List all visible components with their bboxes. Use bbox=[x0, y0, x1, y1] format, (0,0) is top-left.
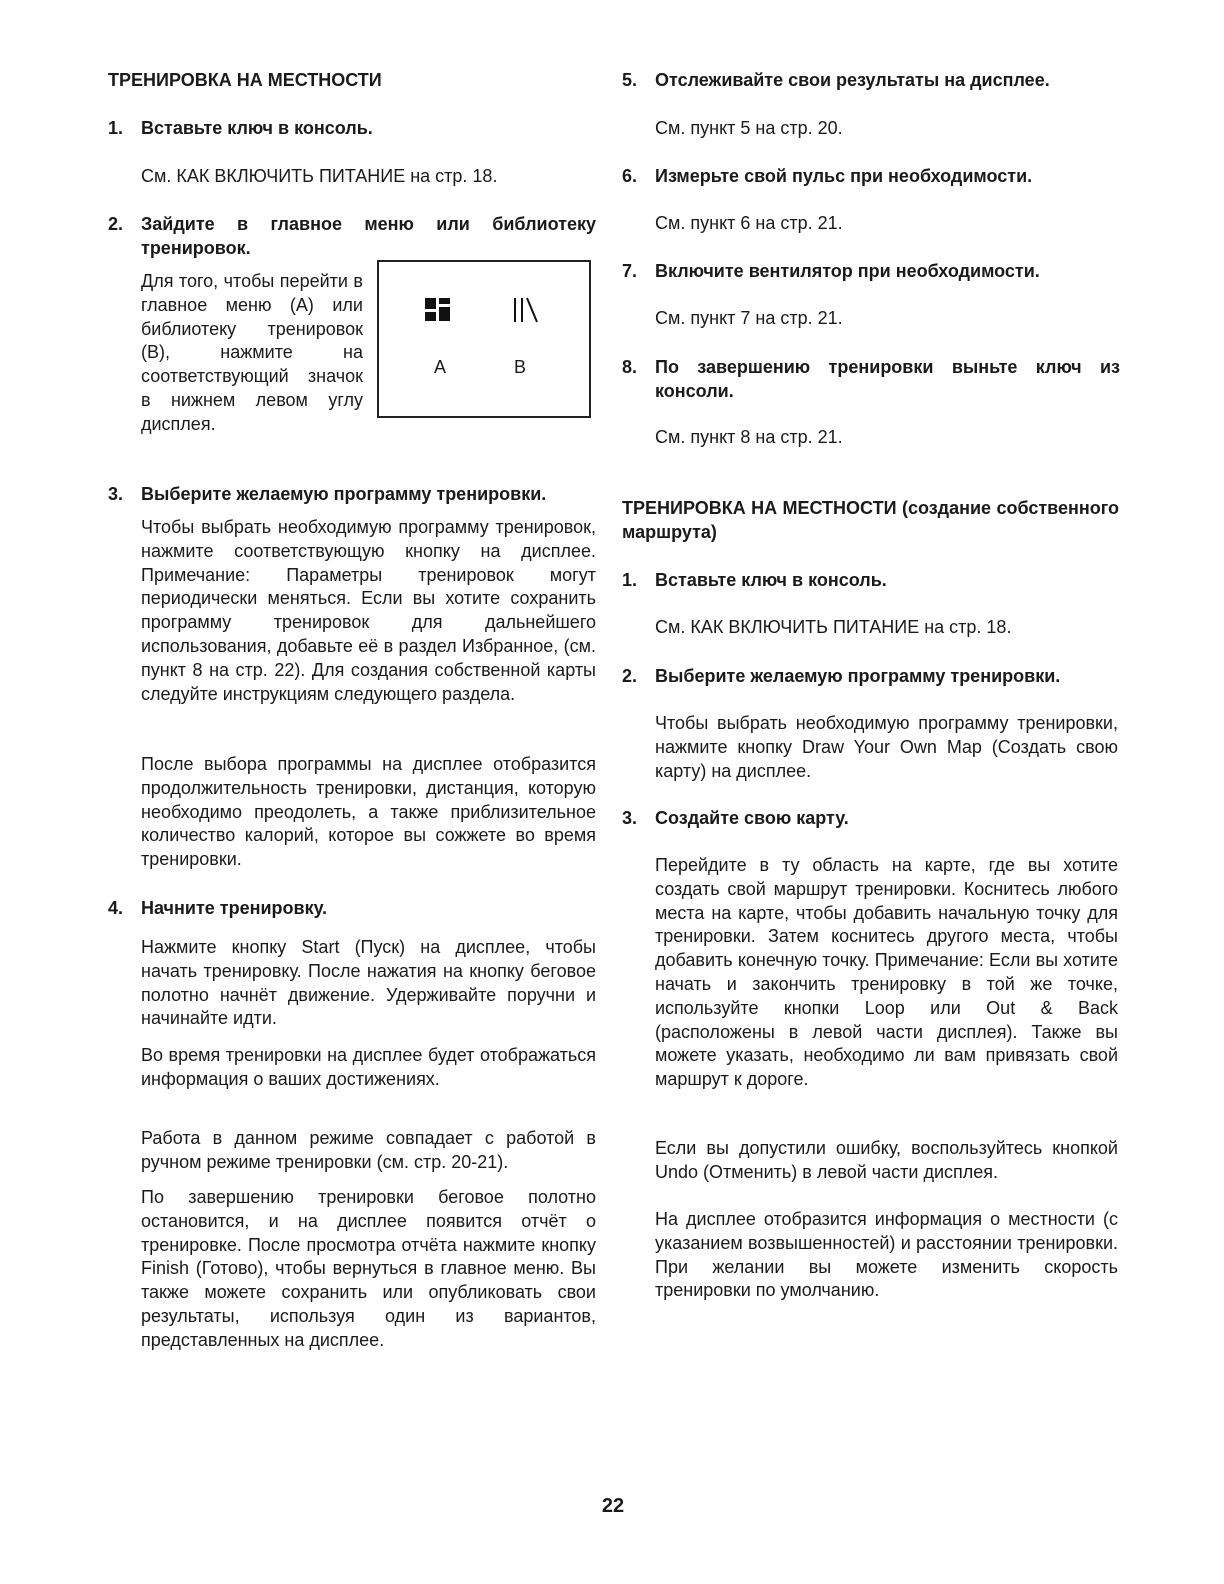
step-number: 8. bbox=[622, 357, 638, 377]
step-heading: Создайте свою карту. bbox=[655, 808, 849, 828]
step-paragraph: Перейдите в ту область на карте, где вы хотите создать свой маршрут тренировки. Коснитесь любого места на карте, чтобы добавить начальную точку для тренировки. Затем коснитесь другого места, чтобы добавить конечную точку. Примечание: Если вы хотите начать и закончить тренировку в той же точке, используйте кнопки Loop или Out & Back (расположены в левой части дисплея). Также вы можете указать, необходимо ли вам привязать свой маршрут к дороге. bbox=[655, 855, 1118, 1090]
step-paragraph: По завершению тренировки беговое полотно остановится, и на дисплее появится отчёт о тренировке. После просмотра отчёта нажмите кнопку Finish (Готово), чтобы вернуться в главное меню. Вы также можете сохранить или опубликовать свои результаты, используя один из вариантов, представленных на дисплее. bbox=[141, 1187, 596, 1350]
step-heading: Выберите желаемую программу тренировки. bbox=[655, 666, 1061, 686]
step-number: 7. bbox=[622, 261, 638, 281]
step-text: Для того, чтобы перейти в главное меню (A) или библиотеку тренировок (B), нажмите на соответствующий значок в нижнем левом углу дисплея. bbox=[141, 271, 363, 434]
step-number: 1. bbox=[622, 570, 638, 590]
step-paragraph: На дисплее отобразится информация о местности (с указанием возвышенностей) и расстоянии тренировки. При желании вы можете изменить скорость тренировки по умолчанию. bbox=[655, 1209, 1118, 1301]
section-title-custom-route: ТРЕНИРОВКА НА МЕСТНОСТИ (создание собственного маршрута) bbox=[622, 498, 1119, 542]
step-heading: Начните тренировку. bbox=[141, 898, 328, 918]
step-heading: Вставьте ключ в консоль. bbox=[655, 570, 887, 590]
main-menu-grid-icon bbox=[425, 298, 450, 321]
step-paragraph: Чтобы выбрать необходимую программу тренировок, нажмите соответствующую кнопку на дисплее. Примечание: Параметры тренировок могут периодически меняться. Если вы хотите сохранить программу тренировок для дальнейшего использования, добавьте её в раздел Избранное, (см. пункт 8 на стр. 22). Для создания собственной карты следуйте инструкциям следующего раздела. bbox=[141, 517, 596, 704]
step-number: 5. bbox=[622, 70, 638, 90]
step-heading: Зайдите в главное меню или библиотеку тренировок. bbox=[141, 214, 596, 258]
step-heading: Отслеживайте свои результаты на дисплее. bbox=[655, 70, 1050, 90]
step-number: 4. bbox=[108, 898, 124, 918]
icon-b-label: B bbox=[514, 357, 527, 377]
section-title-terrain: ТРЕНИРОВКА НА МЕСТНОСТИ bbox=[108, 70, 382, 90]
icon-a-label: A bbox=[434, 357, 447, 377]
icon-legend-box bbox=[377, 260, 591, 418]
step-number: 2. bbox=[622, 666, 638, 686]
step-text: См. пункт 8 на стр. 21. bbox=[655, 427, 843, 447]
step-number: 2. bbox=[108, 214, 124, 234]
step-text: См. КАК ВКЛЮЧИТЬ ПИТАНИЕ на стр. 18. bbox=[141, 166, 498, 186]
page-number: 22 bbox=[601, 1495, 625, 1517]
step-heading: Вставьте ключ в консоль. bbox=[141, 118, 373, 138]
step-heading: Выберите желаемую программу тренировки. bbox=[141, 484, 547, 504]
workout-library-icon bbox=[515, 298, 537, 322]
step-number: 6. bbox=[622, 166, 638, 186]
step-number: 1. bbox=[108, 118, 124, 138]
step-paragraph: После выбора программы на дисплее отобразится продолжительность тренировки, дистанция, которую необходимо преодолеть, а также приблизительное количество калорий, которое вы сожжете во время тренировки. bbox=[141, 754, 596, 870]
step-heading: Включите вентилятор при необходимости. bbox=[655, 261, 1040, 281]
step-paragraph: Во время тренировки на дисплее будет отображаться информация о ваших достижениях. bbox=[141, 1045, 596, 1089]
step-text: См. пункт 5 на стр. 20. bbox=[655, 118, 843, 138]
step-number: 3. bbox=[622, 808, 638, 828]
step-text: См. пункт 7 на стр. 21. bbox=[655, 308, 843, 328]
step-paragraph: Если вы допустили ошибку, воспользуйтесь кнопкой Undo (Отменить) в левой части дисплея. bbox=[655, 1138, 1118, 1182]
step-heading: Измерьте свой пульс при необходимости. bbox=[655, 166, 1033, 186]
step-text: См. пункт 6 на стр. 21. bbox=[655, 213, 843, 233]
step-text: См. КАК ВКЛЮЧИТЬ ПИТАНИЕ на стр. 18. bbox=[655, 617, 1012, 637]
step-paragraph: Работа в данном режиме совпадает с работой в ручном режиме тренировки (см. стр. 20-21). bbox=[141, 1128, 596, 1172]
step-heading: По завершению тренировки выньте ключ из консоли. bbox=[655, 357, 1120, 401]
step-number: 3. bbox=[108, 484, 124, 504]
step-paragraph: Нажмите кнопку Start (Пуск) на дисплее, чтобы начать тренировку. После нажатия на кнопку беговое полотно начнёт движение. Удерживайте поручни и начинайте идти. bbox=[141, 937, 596, 1029]
icon-legend-graphic bbox=[379, 262, 589, 416]
step-text: Чтобы выбрать необходимую программу тренировки, нажмите кнопку Draw Your Own Map (Создать свою карту) на дисплее. bbox=[655, 713, 1118, 781]
